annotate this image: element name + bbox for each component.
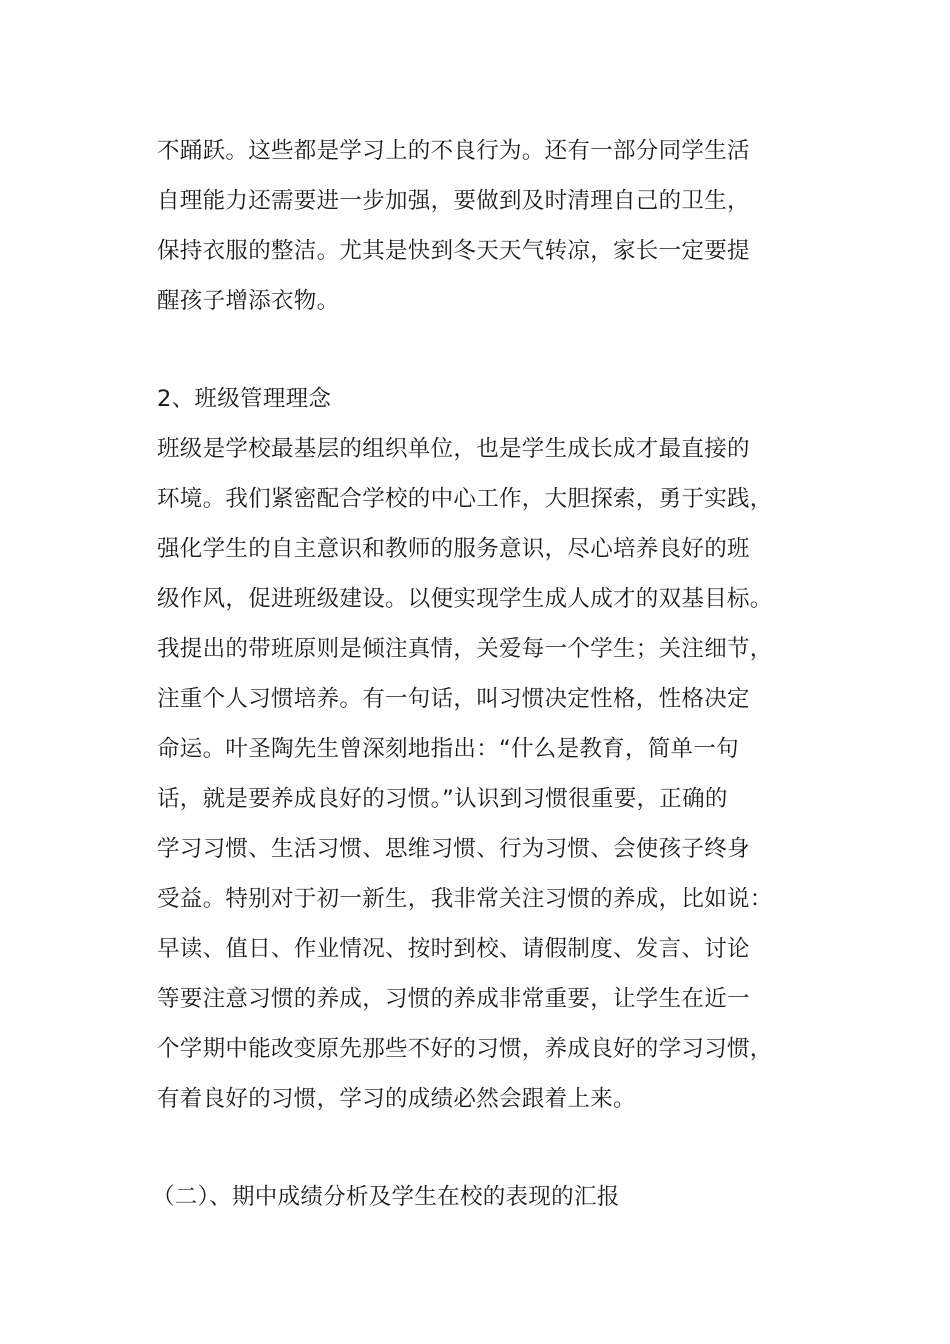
text-line: 级作风，促进班级建设。以便实现学生成人成才的双基目标。 [157,586,773,612]
section-heading-class-management [157,374,807,424]
text-line: 注重个人习惯培养。有一句话，叫习惯决定性格，性格决定 [157,686,750,712]
text-line: 话，就是要养成良好的习惯。”认识到习惯很重要，正确的 [157,786,728,812]
text-line: 有着良好的习惯，学习的成绩必然会跟着上来。 [157,1086,636,1112]
text-line: 班级是学校最基层的组织单位，也是学生成长成才最直接的 [157,436,750,462]
text-line: 受益。特别对于初一新生，我非常关注习惯的养成，比如说： [157,886,773,912]
text-line: 个学期中能改变原先那些不好的习惯，养成良好的学习习惯， [157,1036,773,1062]
paragraph-study-habits [157,126,807,326]
text-line: 学习习惯、生活习惯、思维习惯、行为习惯、会使孩子终身 [157,836,750,862]
section-heading-text: （二）、期中成绩分析及学生在校的表现的汇报 [152,1184,620,1210]
text-line: 等要注意习惯的养成，习惯的养成非常重要，让学生在近一 [157,986,750,1012]
text-line: 保持衣服的整洁。尤其是快到冬天天气转凉，家长一定要提 [157,238,750,264]
text-line: 命运。叶圣陶先生曾深刻地指出：“什么是教育，简单一句 [157,736,739,762]
section-heading-text: 2、班级管理理念 [157,386,332,412]
text-line: 醒孩子增添衣物。 [157,288,340,314]
section-heading-midterm-report [152,1172,802,1222]
text-line: 早读、值日、作业情况、按时到校、请假制度、发言、讨论 [157,936,750,962]
text-line: 环境。我们紧密配合学校的中心工作，大胆探索，勇于实践， [157,486,773,512]
text-line: 自理能力还需要进一步加强，要做到及时清理自己的卫生， [157,188,750,214]
text-line: 不踊跃。这些都是学习上的不良行为。还有一部分同学生活 [157,138,750,164]
text-line: 我提出的带班原则是倾注真情，关爱每一个学生；关注细节， [157,636,773,662]
text-line: 强化学生的自主意识和教师的服务意识，尽心培养良好的班 [157,536,750,562]
paragraph-class-management [157,424,807,1124]
